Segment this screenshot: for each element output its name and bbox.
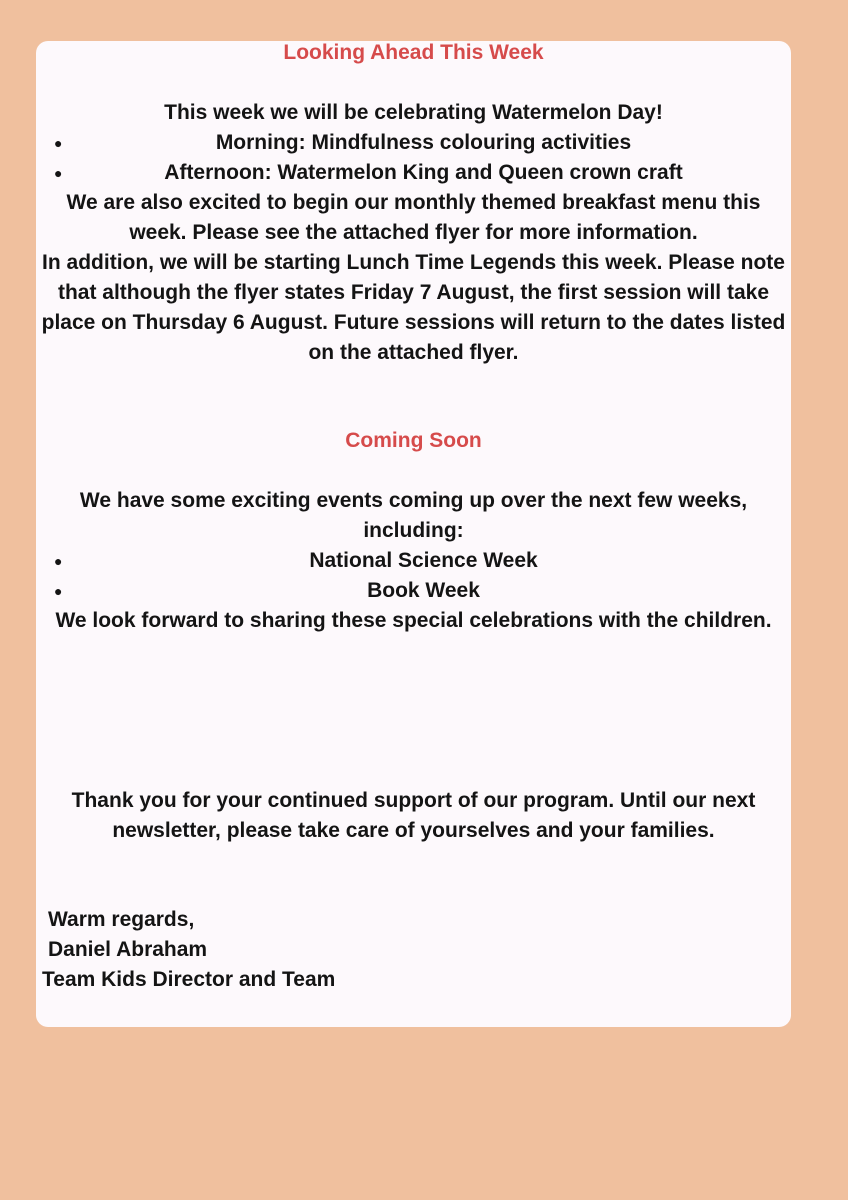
signature-role: Team Kids Director and Team: [42, 968, 336, 991]
coming-soon-heading: Coming Soon: [345, 429, 482, 452]
closing-section: [36, 786, 791, 846]
list-item-text: Afternoon: Watermelon King and Queen crown craft: [164, 161, 683, 184]
thanks-paragraph: Thank you for your continued support of our program. Until our next newsletter, please take care of yourselves and your families.: [71, 789, 756, 842]
lunch-legends-paragraph: In addition, we will be starting Lunch Time Legends this week. Please note that although the flyer states Friday 7 August, the first session will take place on Thursday 6 August. Future sessions will return to the dates listed on the attached flyer.: [41, 251, 786, 364]
list-item-text: Morning: Mindfulness colouring activities: [215, 131, 632, 154]
looking-ahead-list: [36, 128, 791, 188]
bullet-icon: ●: [54, 553, 63, 569]
list-item: [36, 576, 791, 606]
list-item-text: Book Week: [367, 579, 480, 602]
coming-soon-section: [36, 429, 791, 636]
looking-ahead-intro: This week we will be celebrating Watermelon Day!: [164, 101, 663, 124]
coming-soon-intro: We have some exciting events coming up over the next few weeks, including:: [79, 489, 748, 542]
signature-block: [42, 905, 335, 995]
bullet-icon: ●: [54, 583, 63, 599]
list-item: [36, 158, 791, 188]
looking-ahead-heading: Looking Ahead This Week: [283, 41, 544, 64]
newsletter-card: [36, 41, 791, 1027]
signature-greeting: Warm regards,: [48, 908, 195, 931]
breakfast-paragraph: We are also excited to begin our monthly themed breakfast menu this week. Please see the attached flyer for more information.: [66, 191, 761, 244]
list-item-text: National Science Week: [309, 549, 538, 572]
coming-soon-list: [36, 546, 791, 606]
bullet-icon: ●: [54, 165, 63, 181]
list-item: [36, 128, 791, 158]
coming-soon-outro: We look forward to sharing these special celebrations with the children.: [55, 609, 772, 632]
looking-ahead-section: [36, 41, 791, 368]
bullet-icon: ●: [54, 135, 63, 151]
list-item: [36, 546, 791, 576]
signature-name: Daniel Abraham: [48, 938, 208, 961]
